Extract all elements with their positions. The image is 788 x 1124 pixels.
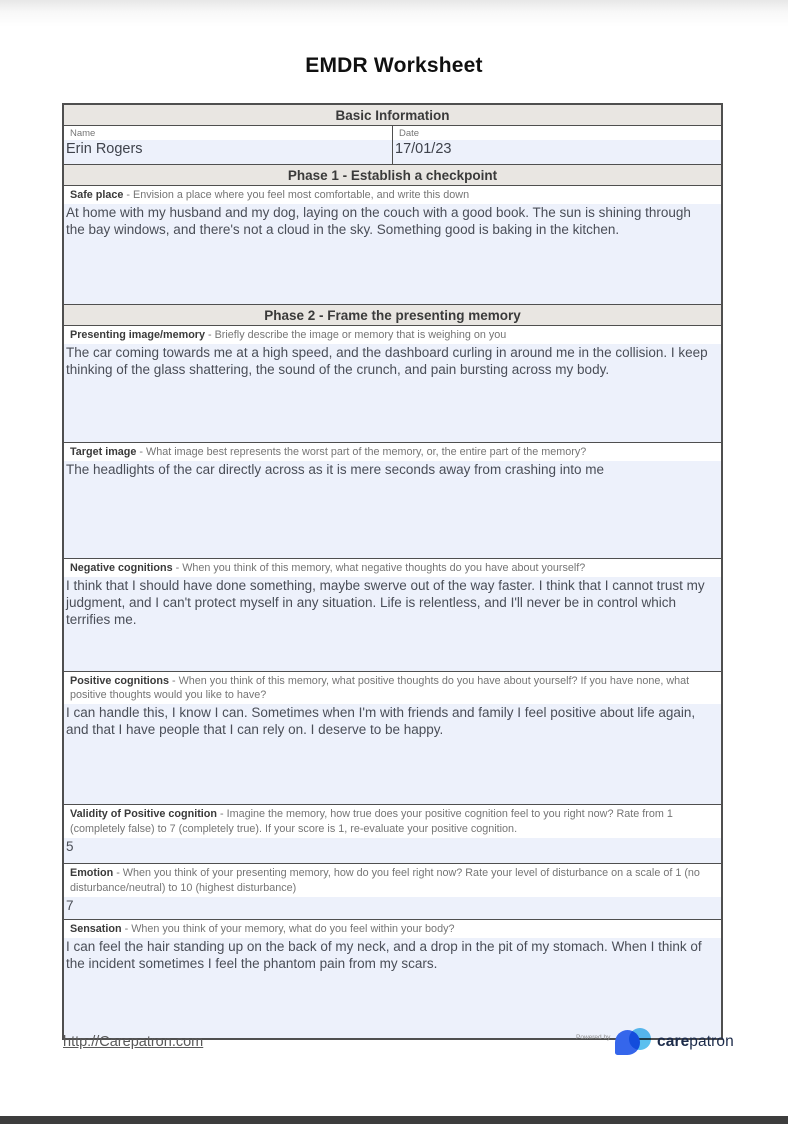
- positive-cognitions-label: Positive cognitions: [70, 674, 169, 687]
- positive-cognitions-desc: - When you think of this memory, what positive thoughts do you have about yourself? If you have none, what positive thoughts would you like to have?: [70, 674, 690, 702]
- safe-place-label: Safe place: [70, 189, 124, 201]
- safe-place-question: [64, 186, 721, 204]
- presenting-memory-desc: - Briefly describe the image or memory that is weighing on you: [208, 328, 507, 341]
- target-image-question: [64, 443, 721, 461]
- page-edge-shade: [0, 0, 788, 30]
- emdr-worksheet-table: [62, 103, 723, 1040]
- date-field[interactable]: 17/01/23: [393, 140, 721, 164]
- date-cell: [392, 126, 721, 164]
- emotion-question: [64, 864, 721, 897]
- carepatron-logo: [615, 1027, 734, 1057]
- safe-place-section: [64, 186, 721, 305]
- validity-label: Validity of Positive cognition: [70, 808, 217, 821]
- target-image-label: Target image: [70, 445, 137, 458]
- date-label: Date: [393, 126, 721, 140]
- emotion-field[interactable]: 7: [64, 897, 721, 919]
- negative-cognitions-label: Negative cognitions: [70, 561, 173, 574]
- sensation-desc: - When you think of your memory, what do you feel within your body?: [124, 922, 455, 935]
- name-cell: [64, 126, 392, 164]
- emotion-section: [64, 864, 721, 920]
- presenting-memory-section: [64, 326, 721, 443]
- emotion-desc: - When you think of your presenting memory, how do you feel right now? Rate your level of disturbance on a scale of 1 (no disturbance/neutral) to 10 (highest disturbance): [70, 867, 700, 895]
- target-image-section: [64, 443, 721, 559]
- sensation-section: [64, 920, 721, 1038]
- name-field[interactable]: Erin Rogers: [64, 140, 392, 164]
- validity-section: [64, 805, 721, 864]
- target-image-field[interactable]: The headlights of the car directly across as it is mere seconds away from crashing into me: [64, 461, 721, 558]
- negative-cognitions-desc: - When you think of this memory, what negative thoughts do you have about yourself?: [175, 561, 586, 574]
- logo-bubble-light-icon: [629, 1028, 651, 1050]
- powered-by-text: Powered by: [576, 1034, 611, 1041]
- carepatron-logo-icon: [615, 1028, 655, 1056]
- presenting-memory-question: [64, 326, 721, 344]
- safe-place-desc: - Envision a place where you feel most comfortable, and write this down: [126, 189, 470, 201]
- phase2-header: Phase 2 - Frame the presenting memory: [64, 305, 721, 326]
- sensation-label: Sensation: [70, 922, 122, 935]
- sensation-field[interactable]: I can feel the hair standing up on the back of my neck, and a drop in the pit of my stomach. When I think of the incident sometimes I feel the phantom pain from my scars.: [64, 938, 721, 1038]
- presenting-memory-field[interactable]: The car coming towards me at a high speed, and the dashboard curling in around me in the collision. I keep thinking of the glass shattering, the sound of the crunch, and pain bursting across my body.: [64, 344, 721, 442]
- name-label: Name: [64, 126, 392, 140]
- negative-cognitions-question: [64, 559, 721, 577]
- page-title: EMDR Worksheet: [305, 54, 483, 77]
- positive-cognitions-question: [64, 672, 721, 705]
- positive-cognitions-section: [64, 672, 721, 806]
- validity-field[interactable]: 5: [64, 838, 721, 863]
- validity-question: [64, 805, 721, 838]
- bottom-bar: [0, 1116, 788, 1124]
- sensation-question: [64, 920, 721, 938]
- basic-information-header: Basic Information: [64, 105, 721, 126]
- phase1-header: Phase 1 - Establish a checkpoint: [64, 165, 721, 186]
- positive-cognitions-field[interactable]: I can handle this, I know I can. Sometimes when I'm with friends and family I feel positive about life again, and that I have people that I can rely on. I deserve to be happy.: [64, 704, 721, 804]
- name-date-row: [64, 126, 721, 165]
- validity-desc: - Imagine the memory, how true does your positive cognition feel to you right now? Rate from 1 (completely false) to 7 (completely true). If your score is 1, re-evaluate your positive cognition.: [70, 808, 673, 836]
- negative-cognitions-field[interactable]: I think that I should have done something, maybe swerve out of the way faster. I think that I cannot trust my judgment, and I can't protect myself in any situation. Life is relentless, and I'll never be in control which terrifies me.: [64, 577, 721, 671]
- safe-place-field[interactable]: At home with my husband and my dog, laying on the couch with a good book. The sun is shining through the bay windows, and there's not a cloud in the sky. Something good is baking in the kitchen.: [64, 204, 721, 304]
- target-image-desc: - What image best represents the worst part of the memory, or, the entire part of the memory?: [139, 445, 587, 458]
- negative-cognitions-section: [64, 559, 721, 672]
- emotion-label: Emotion: [70, 867, 114, 880]
- carepatron-wordmark: carepatron: [657, 1033, 734, 1050]
- carepatron-link[interactable]: http://Carepatron.com: [63, 1034, 204, 1050]
- presenting-memory-label: Presenting image/memory: [70, 328, 206, 341]
